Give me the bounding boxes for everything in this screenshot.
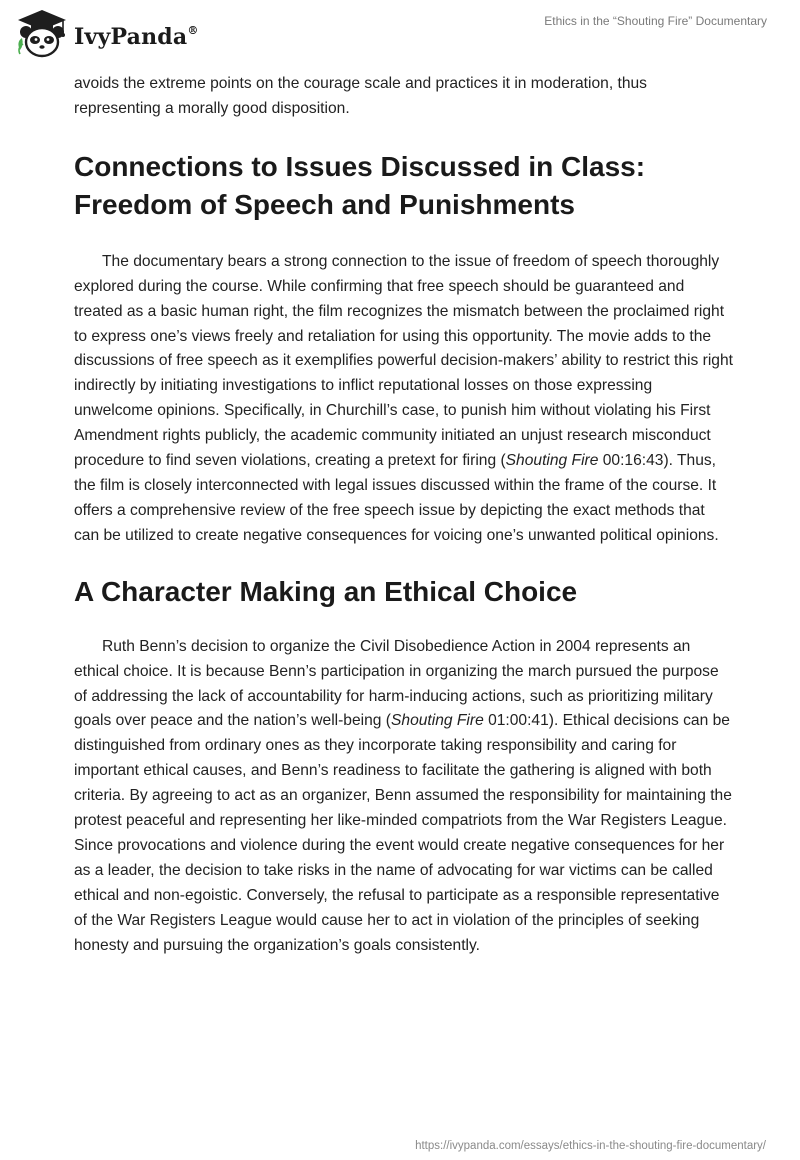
ivypanda-logo[interactable]: [14, 8, 199, 60]
paragraph-freedom-of-speech: The documentary bears a strong connection to the issue of freedom of speech thoroughly explored during the course. While confirming that free speech should be guaranteed and treated as a basic human right, the film recognizes the mismatch between the proclaimed right to express one’s views freely and retaliation for using this opportunity. The movie adds to the discussions of free speech as it exemplifies powerful decision-makers’ ability to restrict this right indirectly by initiating investigations to inflict reputational losses on those expressing unwelcome opinions. Specifically, in Churchill’s case, to punish him without violating his First Amendment rights publicly, the academic community initiated an unjust research misconduct procedure to find seven violations, creating a pretext for firing (Shouting Fire 00:16:43). Thus, the film is closely interconnected with legal issues discussed within the frame of the course. It offers a comprehensive review of the free speech issue by depicting the exact methods that can be utilized to create negative consequences for voicing one’s unwanted political opinions.: [74, 252, 733, 544]
section-heading-freedom-of-speech: Connections to Issues Discussed in Class: Freedom of Speech and Punishments: [74, 150, 646, 220]
brand-name: IvyPanda®: [74, 23, 199, 50]
film-citation: Shouting Fire: [505, 452, 599, 470]
panda-graduation-icon: [14, 8, 70, 60]
continued-paragraph: avoids the extreme points on the courage scale and practices it in moderation, thus representing a morally good disposition.: [74, 75, 647, 117]
essay-body: [74, 72, 734, 958]
document-title: Ethics in the “Shouting Fire” Documentary: [544, 14, 767, 28]
paragraph-ethical-choice: Ruth Benn’s decision to organize the Civil Disobedience Action in 2004 represents an ethical choice. It is because Benn’s participation in organizing the march pursued the purpose of addressing the lack of accountability for harm-inducing actions, such as prioritizing military goals over peace and the nation’s well-being (Shouting Fire 01:00:41). Ethical decisions can be distinguished from ordinary ones as they incorporate taking responsibility and caring for important ethical causes, and Benn’s readiness to facilitate the gathering is aligned with both criteria. By agreeing to act as an organizer, Benn assumed the responsibility for maintaining the protest peaceful and representing her like-minded compatriots from the War Registers League. Since provocations and violence during the event would create negative consequences for her as a leader, the decision to take risks in the name of advocating for war victims can be called ethical and non-egoistic. Conversely, the refusal to participate as a responsible representative of the War Registers League would cause her to act in violation of the principles of seeking honesty and pursuing the organization’s goals consistently.: [74, 637, 732, 954]
source-url-link[interactable]: https://ivypanda.com/essays/ethics-in-the-shouting-fire-documentary/: [415, 1140, 766, 1152]
section-heading-ethical-choice: A Character Making an Ethical Choice: [74, 575, 578, 607]
page-header: [0, 0, 800, 70]
film-citation: Shouting Fire: [391, 712, 484, 730]
